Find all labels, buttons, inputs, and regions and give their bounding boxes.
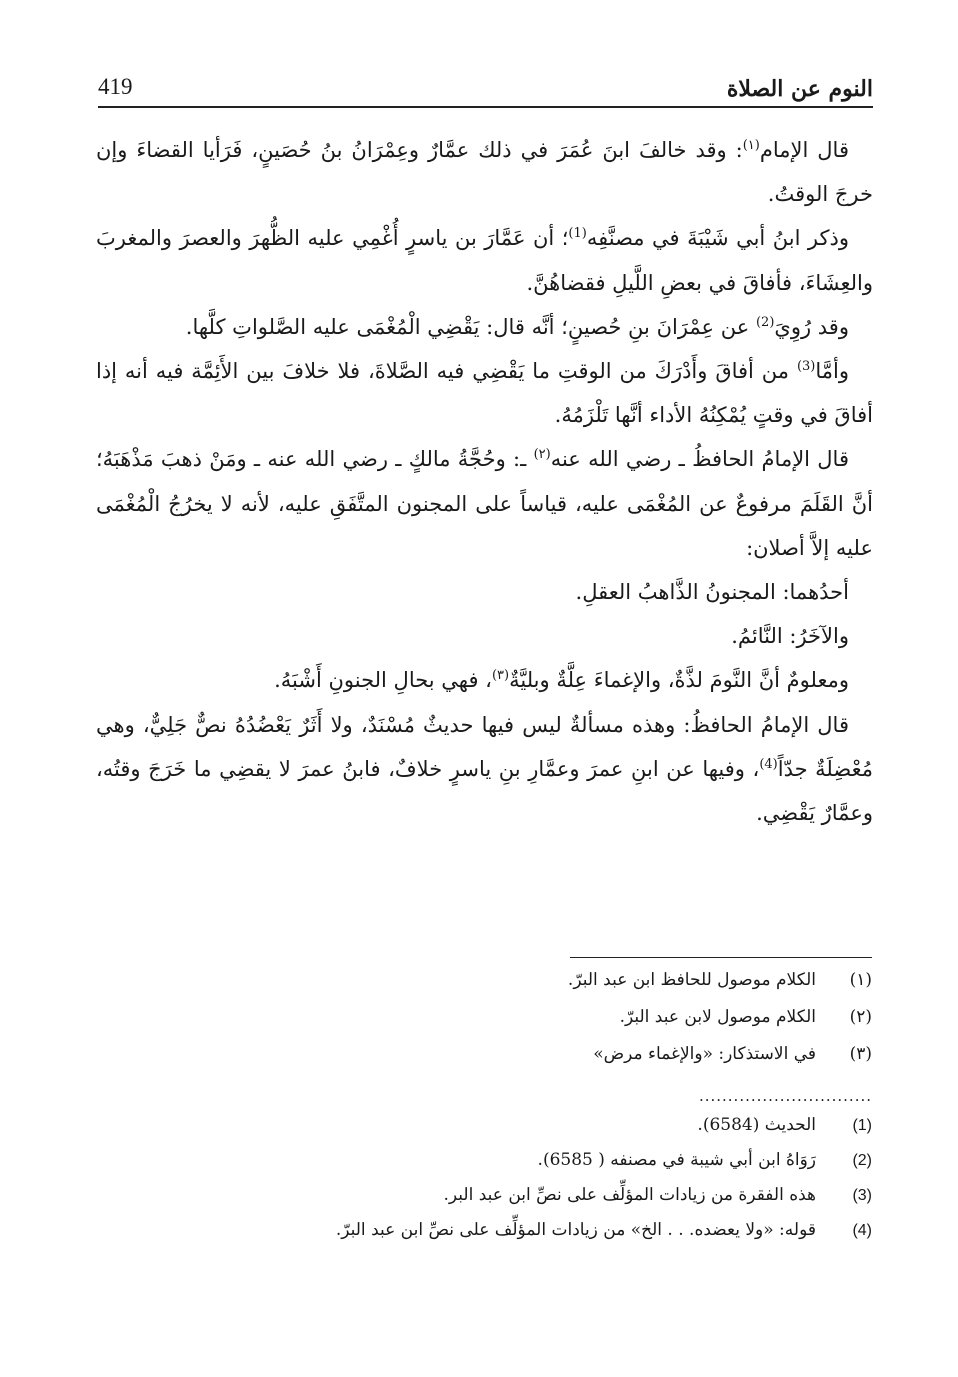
footnote-text: رَوَاهُ ابن أبي شيبة في مصنفه ( 6585). bbox=[537, 1150, 816, 1170]
footnote-item bbox=[250, 1178, 872, 1213]
footnote-number: (1) bbox=[852, 1117, 872, 1134]
source-footnotes bbox=[250, 1108, 872, 1248]
footnote-number: (١) bbox=[849, 970, 872, 990]
footnote-text: الكلام موصول للحافظ ابن عبد البرّ. bbox=[567, 970, 816, 990]
footnote-text: في الاستذكار: «والإغماء مرض» bbox=[593, 1044, 816, 1064]
footnote-marker[interactable]: (1) bbox=[568, 226, 587, 242]
footnote-marker[interactable]: (١) bbox=[742, 138, 760, 153]
paragraph: قال الإمامُ الحافظُ: وهذه مسألةٌ ليس فيها حديثٌ مُسْنَدٌ، ولا أَثَرٌ يَعْضُدُهُ نصٌّ جَلِيٌّ، وهي مُعْضِلَةٌ جدّاً$^{(4)}$، وفيها عن ابنِ عمرَ وعمَّارِ بنِ ياسرٍ خلافٌ، فابنُ عمرَ لا يقضِي ما خَرَجَ وقتُه، وعمَّارٌ يَقْضِي. bbox=[96, 712, 873, 826]
footnote-number: (2) bbox=[852, 1152, 872, 1169]
footnote-marker[interactable]: (٣) bbox=[491, 668, 510, 684]
main-text bbox=[96, 128, 873, 835]
footnote-number: (٢) bbox=[849, 1007, 872, 1027]
page-header bbox=[98, 70, 873, 108]
paragraph: وذكر ابنُ أبي شَيْبَةَ في مصنَّفِه$^{(1)}$؛ أن عَمَّارَ بن ياسرٍ أُغْمِي عليه الظُّهرَ والعصرَ والمغربَ والعِشَاءَ، فأفاقَ في بعضِ اللَّيلِ فقضاهُنَّ. bbox=[96, 226, 873, 295]
footnote-number: (٣) bbox=[849, 1044, 872, 1064]
footnote-text: الكلام موصول لابن عبد البرّ. bbox=[619, 1007, 816, 1027]
editor-footnotes bbox=[250, 962, 872, 1073]
paragraph: أحدُهما: المجنونُ الذَّاهبُ العقلِ. bbox=[575, 580, 849, 605]
paragraph: قال الإمام$^{(١)}$: وقد خالفَ ابنَ عُمَرَ في ذلك عمَّارٌ وعِمْرَانُ بنُ حُصَينٍ، فَرَأيا القضاءَ وإن خرجَ الوقتُ. bbox=[96, 138, 873, 207]
paragraph: والآخَرُ: النَّائمُ. bbox=[731, 624, 849, 649]
paragraph: وأمَّا$^{(3)}$ من أفاقَ وأَدْرَكَ من الوقتِ ما يَقْضِي فيه الصَّلاةَ، فلا خلافَ بين الأَئِمَّة فيه أنه إذا أفاقَ في وقتٍ يُمْكِنُهُ الأداء أنَّها تَلْزَمُهُ. bbox=[96, 359, 873, 428]
footnote-item bbox=[250, 1143, 872, 1178]
page-number: 419 bbox=[98, 74, 133, 99]
dotted-separator: .............................. bbox=[698, 1087, 872, 1105]
paragraph: ومعلومٌ أنَّ النَّومَ لذَّةٌ، والإغماءَ عِلَّةٌ وبليَّةٌ$^{(٣)}$، فهي بحالِ الجنونِ أَشْبَهُ. bbox=[274, 668, 849, 693]
footnote-text: الحديث (6584). bbox=[697, 1115, 816, 1135]
footnote-item bbox=[250, 1213, 872, 1248]
footnote-item bbox=[250, 1108, 872, 1143]
footnote-number: (4) bbox=[852, 1222, 872, 1239]
footnote-marker[interactable]: (2) bbox=[755, 314, 775, 330]
running-title: النوم عن الصلاة bbox=[726, 76, 873, 102]
footnote-item bbox=[250, 999, 872, 1036]
footnote-number: (3) bbox=[852, 1187, 872, 1204]
footnote-marker[interactable]: (4) bbox=[759, 756, 778, 772]
footnote-marker[interactable]: (٢) bbox=[533, 447, 551, 463]
footnote-text: قوله: «ولا يعضده. . . الخ» من زيادات المؤلِّف على نصِّ ابن عبد البرّ. bbox=[335, 1220, 816, 1240]
paragraph: وقد رُوِيَ$^{(2)}$ عن عِمْرَانَ بنِ حُصينٍ؛ أنَّه قال: يَقْضِي الْمُغْمَى عليه الصَّلواتِ كلَّها. bbox=[185, 314, 849, 339]
footnote-item bbox=[250, 1036, 872, 1073]
footnote-divider bbox=[570, 957, 872, 958]
footnote-marker[interactable]: (3) bbox=[796, 359, 816, 375]
paragraph: قال الإمامُ الحافظُ ـ رضي الله عنه$^{(٢)}$ ـ: وحُجَّةُ مالكٍ ـ رضي الله عنه ـ ومَنْ ذهبَ مَذْهَبَهُ؛ أنَّ القَلَمَ مرفوعٌ عن المُغْمَى عليه، قياساً على المجنون المتَّفَقِ عليه، لأنه لا يخرُجُ الْمُغْمَى عليه إلاَّ أصلان: bbox=[96, 447, 873, 560]
footnote-item bbox=[250, 962, 872, 999]
footnote-text: هذه الفقرة من زيادات المؤلِّف على نصِّ ابن عبد البر. bbox=[443, 1185, 816, 1205]
